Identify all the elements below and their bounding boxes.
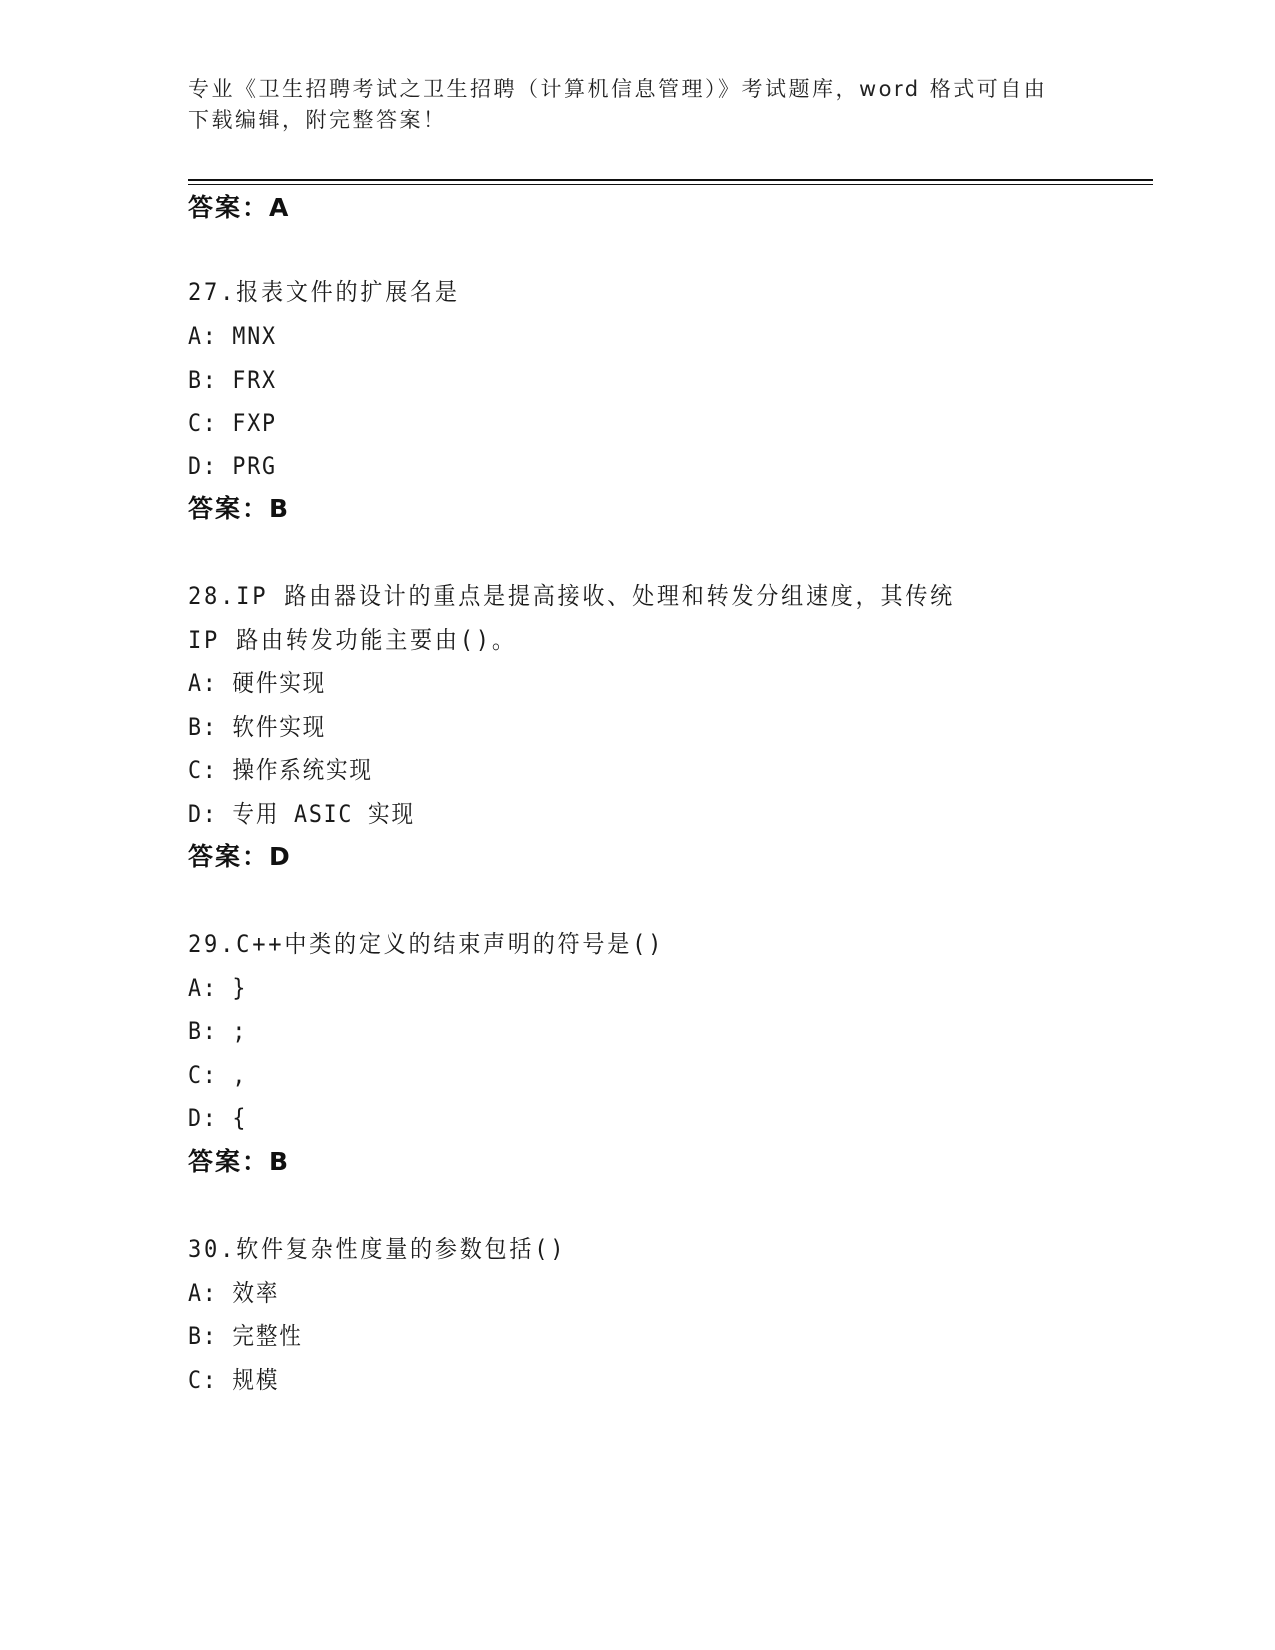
question-27-option-c: C: FXP: [188, 409, 277, 437]
question-27-option-d: D: PRG: [188, 452, 277, 480]
question-27: 27.报表文件的扩展名是: [188, 278, 460, 306]
question-29: 29.C++中类的定义的结束声明的符号是(): [188, 930, 665, 958]
question-28-line-1: 28.IP 路由器设计的重点是提高接收、处理和转发分组速度，其传统: [188, 582, 956, 610]
question-27-option-a: A: MNX: [188, 322, 277, 350]
question-30: 30.软件复杂性度量的参数包括(): [188, 1235, 567, 1263]
header-rule-thin: [188, 184, 1153, 185]
question-30-option-c: C: 规模: [188, 1366, 280, 1394]
question-29-option-a: A: }: [188, 974, 248, 1002]
question-28-option-d: D: 专用 ASIC 实现: [188, 800, 415, 828]
question-28-option-c: C: 操作系统实现: [188, 756, 373, 784]
question-28-option-a: A: 硬件实现: [188, 669, 327, 697]
question-29-option-c: C: ,: [188, 1061, 248, 1089]
question-29-option-d: D: {: [188, 1104, 248, 1132]
answer-28: 答案：D: [188, 842, 292, 871]
answer-29: 答案：B: [188, 1147, 291, 1176]
header-rule-thick: [188, 179, 1153, 181]
answer-26: 答案：A: [188, 193, 291, 222]
question-27-option-b: B: FRX: [188, 366, 277, 394]
answer-27: 答案：B: [188, 494, 291, 523]
question-28-line-2: IP 路由转发功能主要由()。: [188, 626, 517, 654]
question-30-option-a: A: 效率: [188, 1279, 280, 1307]
question-28-option-b: B: 软件实现: [188, 713, 327, 741]
question-29-option-b: B: ;: [188, 1017, 248, 1045]
question-30-option-b: B: 完整性: [188, 1322, 303, 1350]
document-header: 专业《卫生招聘考试之卫生招聘（计算机信息管理）》考试题库，word 格式可自由下载编辑，附完整答案！: [188, 77, 1048, 132]
